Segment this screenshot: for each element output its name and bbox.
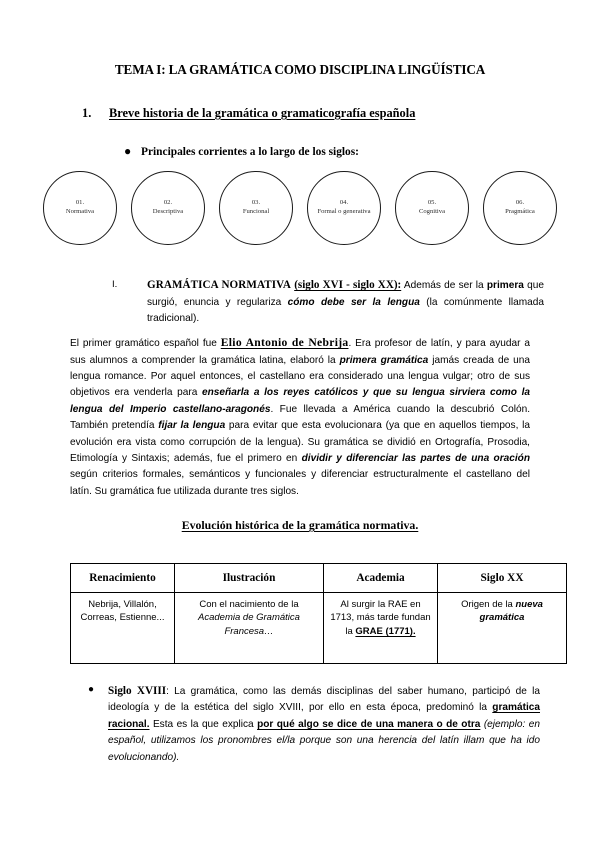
bullet-dot-icon: ● xyxy=(124,144,132,158)
roman-marker: I. xyxy=(112,279,118,290)
nebrija-paragraph xyxy=(70,334,530,500)
bullet-dot-icon: ● xyxy=(88,684,95,695)
roman-bolditalic-1: cómo debe ser la lengua xyxy=(287,296,420,308)
evolution-heading-text: Evolución histórica de la gramática normativa. xyxy=(181,518,419,532)
bullet-label: Principales corrientes a lo largo de los siglos: xyxy=(141,146,359,158)
page-title: TEMA I: LA GRAMÁTICA COMO DISCIPLINA LINGÜÍSTICA xyxy=(114,62,486,77)
roman-list-item-1 xyxy=(112,277,544,328)
circle-label: Funcional xyxy=(242,208,270,215)
circle-label: Descriptiva xyxy=(152,208,184,215)
par-em-2: enseñarla a los reyes católicos y que su lengua sirviera como la lengua del Imperio castellano-aragonés xyxy=(70,387,530,415)
corrientes-circle-diagram xyxy=(43,171,559,247)
circle-item-5 xyxy=(395,171,469,245)
gramatica-normativa-dates: (siglo XVI - siglo XX): xyxy=(294,279,402,291)
par-em-3: fijar la lengua xyxy=(158,420,226,432)
roman-text-2: que surgió, enuncia y regulariza xyxy=(147,280,544,308)
circle-label: Pragmática xyxy=(505,208,535,215)
cell-academia-grae: GRAE (1771). xyxy=(355,625,416,637)
siglo-xviii-text xyxy=(108,682,540,766)
cell-academia xyxy=(324,593,438,664)
par-text-1: El primer gramático español fue xyxy=(70,338,221,349)
section-heading-1 xyxy=(82,106,542,121)
circle-number: 03. xyxy=(251,199,261,207)
final-text-1: : La gramática, como las demás disciplinas del saber humano, participó de la ideología y de la estética del siglo XVIII, por ello en esta época, predominó la xyxy=(108,686,540,714)
cell-siglo-xx-plain: Origen de la xyxy=(461,599,516,610)
circle-label: Normativa xyxy=(65,208,95,215)
cell-ilustracion xyxy=(175,593,324,664)
circle-number: 05. xyxy=(427,199,437,207)
table-header-row xyxy=(71,564,567,593)
nebrija-name: Elio Antonio de Nebrija xyxy=(220,336,349,349)
evolution-heading xyxy=(0,518,600,533)
cell-ilustracion-italic: Academia de Gramática Francesa… xyxy=(198,612,300,637)
siglo-xviii-label: Siglo XVIII xyxy=(108,685,167,697)
por-que-term: por qué algo se dice de una manera o de otra xyxy=(257,718,481,730)
gramatica-racional-term: gramática racional. xyxy=(108,702,540,730)
table-header-ilustracion: Ilustración xyxy=(175,564,324,593)
table-row xyxy=(71,593,567,664)
par-em-4: dividir y diferenciar las partes de una oración xyxy=(301,452,530,464)
cell-siglo-xx xyxy=(438,593,567,664)
roman-item-text xyxy=(147,277,544,328)
gramatica-normativa-title: GRAMÁTICA NORMATIVA xyxy=(147,279,291,291)
cell-ilustracion-plain: Con el nacimiento de la xyxy=(199,599,299,610)
cell-academia-plain: Al surgir la RAE en 1713, más tarde fundan la xyxy=(330,599,431,637)
circle-label: Cognitiva xyxy=(418,208,445,215)
section-title: Breve historia de la gramática o gramaticografía española xyxy=(109,106,416,120)
circle-item-6 xyxy=(483,171,557,245)
circle-item-2 xyxy=(131,171,205,245)
roman-bold-1: primera xyxy=(486,280,524,291)
par-text-6: según criterios formales, semánticos y funcionales y diferenciar estructuralmente el castellano del latín. Su gramática fue utilizada durante tres siglos. xyxy=(70,469,530,497)
roman-text-3: (la comúnmente llamada tradicional). xyxy=(147,296,544,325)
circle-number: 02. xyxy=(163,199,173,207)
par-text-2: . Era profesor de latín, y para ayudar a sus alumnos a comprender la gramática latina, elaboró la xyxy=(70,338,530,366)
par-text-5: para evitar que esta evolucionara (ya que en aquellos tiempos, la evolución era vista como corrupción de la lengua). Su gramática se dividió en Ortografía, Prosodia, Etimología y Sintaxis; además, fue el primero en xyxy=(70,420,530,464)
circle-label: Formal o generativa xyxy=(317,208,371,215)
circle-number: 06. xyxy=(515,199,525,207)
table-header-renacimiento: Renacimiento xyxy=(71,564,175,593)
cell-renacimiento: Nebrija, Villalón, Correas, Estienne... xyxy=(71,593,175,664)
circle-number: 01. xyxy=(75,199,85,207)
table-header-academia: Academia xyxy=(324,564,438,593)
evolution-table xyxy=(70,563,567,664)
par-em-1: primera gramática xyxy=(339,354,429,366)
circle-item-3 xyxy=(219,171,293,245)
roman-text-1: Además de ser la xyxy=(401,280,487,291)
circle-item-4 xyxy=(307,171,381,245)
table-header-siglo-xx: Siglo XX xyxy=(438,564,567,593)
cell-siglo-xx-emphasis: nueva gramática xyxy=(479,599,543,624)
section-number: 1. xyxy=(82,106,92,120)
circle-item-1 xyxy=(43,171,117,245)
circle-number: 04. xyxy=(339,199,349,207)
bullet-principales-corrientes xyxy=(124,145,544,158)
siglo-xviii-bullet xyxy=(88,682,540,766)
par-text-3: jamás creada de una lengua romance. Por aquel entonces, el castellano era considerado una lengua vulgar; otro de sus objetivos era venderla para xyxy=(70,354,530,399)
par-text-4: . Fue llevada a América cuando la descubrió Colón. También pretendía xyxy=(70,403,531,432)
final-example-italic: (ejemplo: en español, utilizamos los pronombres el/la porque son una herencia del latín illam que ha ido evolucionando). xyxy=(108,718,540,763)
final-text-2: Esta es la que explica xyxy=(149,718,258,730)
